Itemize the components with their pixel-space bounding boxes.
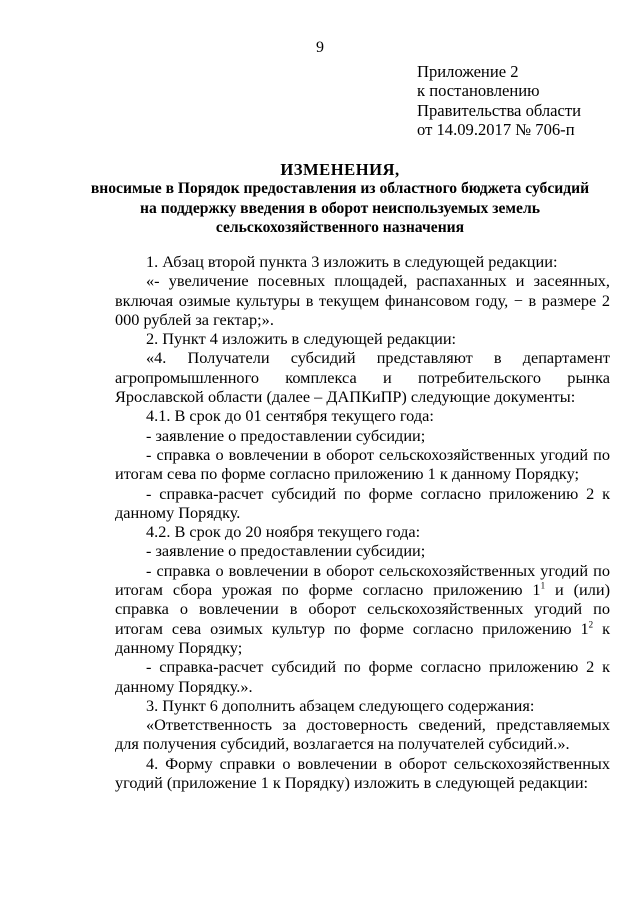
paragraph: 4.2. В срок до 20 ноября текущего года: xyxy=(146,522,421,542)
title-sub-line: на поддержку введения в оборот неиспользуемых земель xyxy=(140,199,540,217)
appendix-reference xyxy=(417,62,632,139)
paragraph: - заявление о предоставлении субсидии; xyxy=(146,541,426,561)
paragraph-part: к данному Порядку; xyxy=(115,618,610,657)
paragraph: - справка-расчет субсидий по форме согласно приложению 2 к данному Порядку. xyxy=(115,483,610,522)
paragraph: - справка-расчет субсидий по форме согласно приложению 2 к данному Порядку.». xyxy=(115,657,610,696)
paragraph-part: и (или) справка о вовлечении в оборот сельскохозяйственных угодий по итогам сева озимых культур по форме согласно приложению 1 xyxy=(115,580,611,638)
paragraph-part: - справка о вовлечении в оборот сельскохозяйственных угодий по итогам сбора урожая по форме согласно приложению 1 xyxy=(115,560,610,600)
paragraph: 1. Абзац второй пункта 3 изложить в следующей редакции: xyxy=(146,252,558,271)
paragraph: 4. Форму справки о вовлечении в оборот сельскохозяйственных угодий (приложение 1 к Порядку) изложить в следующей редакции: xyxy=(115,753,610,793)
paragraph: - заявление о предоставлении субсидии; xyxy=(146,425,426,445)
paragraph xyxy=(115,561,610,657)
page-number: 9 xyxy=(316,39,324,56)
document-title xyxy=(60,160,620,237)
paragraph: 2. Пункт 4 изложить в следующей редакции: xyxy=(146,329,457,349)
superscript: 2 xyxy=(588,619,594,630)
document-body xyxy=(115,252,610,792)
paragraph: «4. Получатели субсидий представляют в департамент агропромышленного комплекса и потребительского рынка Ярославской области (далее – ДАПКиПР) следующие документы: xyxy=(115,348,610,407)
paragraph: «- увеличение посевных площадей, распаханных и засеянных, включая озимые культуры в текущем финансовом году, − в размере 2 000 рублей за гектар;». xyxy=(115,271,610,329)
title-heading: ИЗМЕНЕНИЯ, xyxy=(280,160,400,179)
paragraph: «Ответственность за достоверность сведений, представляемых для получения субсидий, возлагается на получателей субсидий.». xyxy=(115,715,610,754)
title-sub-line: сельскохозяйственного назначения xyxy=(215,218,465,236)
appendix-line: к постановлению xyxy=(417,81,540,101)
appendix-line: Приложение 2 xyxy=(417,62,519,81)
paragraph: - справка о вовлечении в оборот сельскохозяйственных угодий по итогам сева по форме согласно приложению 1 к данному Порядку; xyxy=(115,444,610,484)
paragraph: 3. Пункт 6 дополнить абзацем следующего содержания: xyxy=(146,695,535,715)
title-sub-line: вносимые в Порядок предоставления из областного бюджета субсидий xyxy=(90,180,590,198)
superscript: 1 xyxy=(540,580,546,591)
title-subheading xyxy=(60,179,620,237)
appendix-line: Правительства области xyxy=(417,100,582,120)
paragraph: 4.1. В срок до 01 сентября текущего года: xyxy=(146,406,434,426)
appendix-line: от 14.09.2017 № 706-п xyxy=(417,119,575,139)
